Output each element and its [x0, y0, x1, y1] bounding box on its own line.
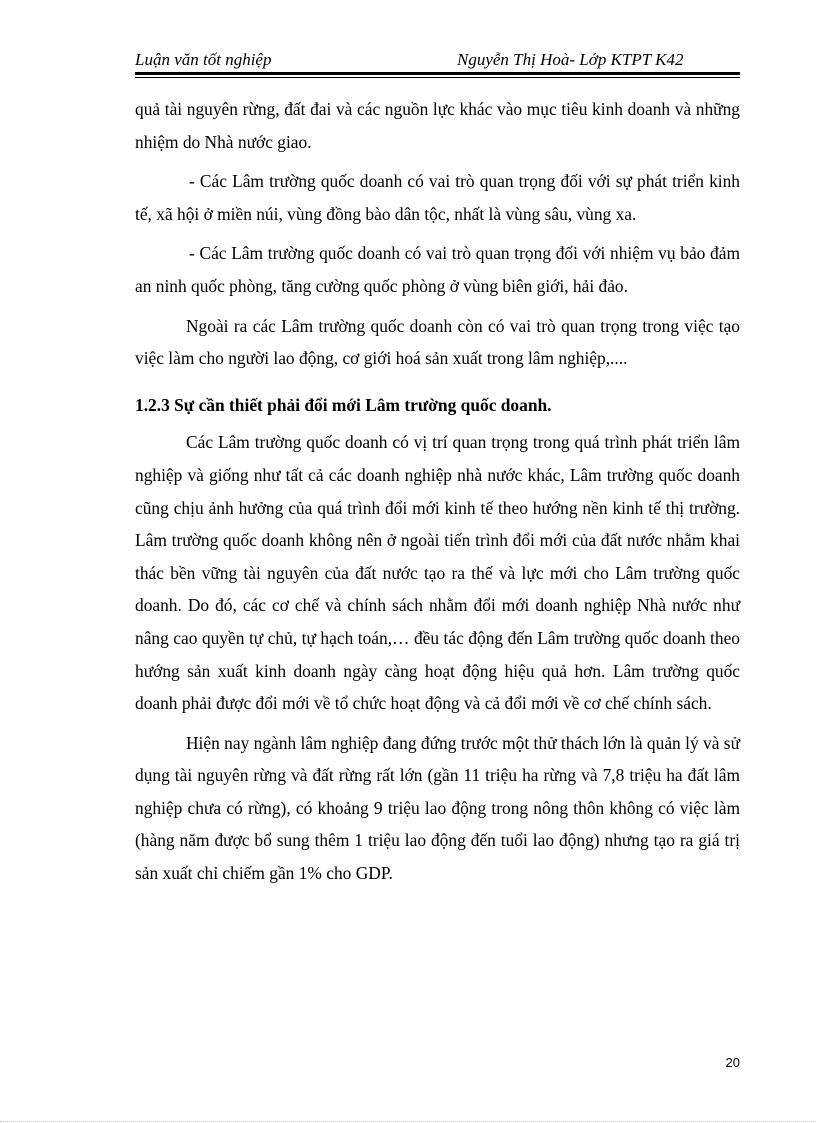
header-author: Nguyễn Thị Hoà- Lớp KTPT K42	[457, 50, 684, 69]
paragraph-continuation: quả tài nguyên rừng, đất đai và các nguồn lực khác vào mục tiêu kinh doanh và những nhiệm do Nhà nước giao.	[135, 99, 740, 152]
paragraph-role-employment: Ngoài ra các Lâm trường quốc doanh còn có vai trò quan trọng trong việc tạo việc làm cho người lao động, cơ giới hoá sản xuất trong lâm nghiệp,....	[135, 315, 740, 369]
paragraph-reform-need: Các Lâm trường quốc doanh có vị trí quan trọng trong quá trình phát triển lâm nghiệp và giống như tất cả các doanh nghiệp nhà nước khác, Lâm trường quốc doanh cũng chịu ảnh hưởng của quá trình đổi mới kinh tế theo hướng nền kinh tế thị trường. Lâm trường quốc doanh không nên ở ngoài tiến trình đổi mới của đất nước nhằm khai thác bền vững tài nguyên của đất nước tạo ra thế và lực mới cho Lâm trường quốc doanh. Do đó, các cơ chế và chính sách nhằm đổi mới doanh nghiệp Nhà nước như nâng cao quyền tự chủ, tự hạch toán,… đều tác động đến Lâm trường quốc doanh theo hướng sản xuất kinh doanh ngày càng hoạt động hiệu quả hơn. Lâm trường quốc doanh phải được đổi mới về tổ chức hoạt động và cả đổi mới về cơ chế chính sách.	[135, 432, 740, 714]
header-divider-thick	[135, 72, 740, 75]
page-bottom-border	[0, 1121, 816, 1122]
paragraph-role-economic: - Các Lâm trường quốc doanh có vai trò quan trọng đối với sự phát triển kinh tế, xã hội ở miền núi, vùng đồng bào dân tộc, nhất là vùng sâu, vùng xa.	[135, 171, 740, 224]
page-number: 20	[725, 1055, 740, 1070]
header-divider-thin	[135, 77, 740, 78]
page-header	[135, 50, 740, 72]
paragraph-current-challenge: Hiện nay ngành lâm nghiệp đang đứng trước một thử thách lớn là quản lý và sử dụng tài nguyên rừng và đất rừng rất lớn (gần 11 triệu ha rừng và 7,8 triệu ha đất lâm nghiệp chưa có rừng), có khoảng 9 triệu lao động trong nông thôn không có việc làm (hàng năm được bổ sung thêm 1 triệu lao động đến tuổi lao động) nhưng tạo ra giá trị sản xuất chỉ chiếm gần 1% cho GDP.	[135, 732, 740, 884]
header-thesis-title: Luận văn tốt nghiệp	[135, 50, 272, 69]
section-heading: 1.2.3 Sự cần thiết phải đổi mới Lâm trường quốc doanh.	[135, 394, 552, 415]
paragraph-role-defense: - Các Lâm trường quốc doanh có vai trò quan trọng đối với nhiệm vụ bảo đảm an ninh quốc phòng, tăng cường quốc phòng ở vùng biên giới, hải đảo.	[135, 243, 740, 296]
page-body	[135, 93, 740, 897]
